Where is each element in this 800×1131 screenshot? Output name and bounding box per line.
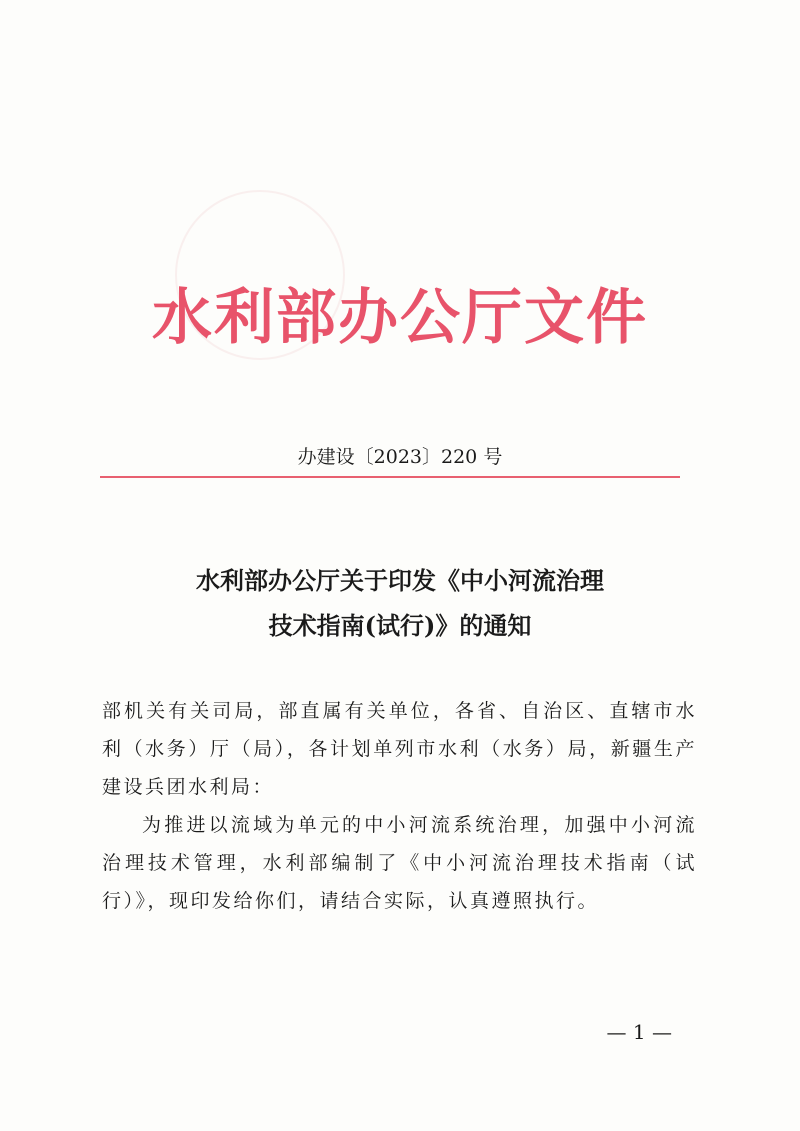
addressees-paragraph: 部机关有关司局，部直属有关单位，各省、自治区、直辖市水利（水务）厅（局），各计划单列市水利（水务）局，新疆生产建设兵团水利局： [102,700,697,798]
notice-title-line-1: 水利部办公厅关于印发《中小河流治理 [196,566,604,595]
page-number: — 1 — [606,1020,672,1044]
body-paragraph: 为推进以流域为单元的中小河流系统治理，加强中小河流治理技术管理，水利部编制了《中小河流治理技术指南（试行）》，现印发给你们，请结合实际，认真遵照执行。 [102,814,697,912]
notice-body [102,692,697,920]
notice-title-line-2: 技术指南(试行)》的通知 [268,611,532,640]
red-header-title: 水利部办公厅文件 [152,283,648,353]
notice-title [0,558,800,648]
document-number: 办建设〔2023〕220 号 [297,446,503,468]
red-separator-line [100,476,680,478]
